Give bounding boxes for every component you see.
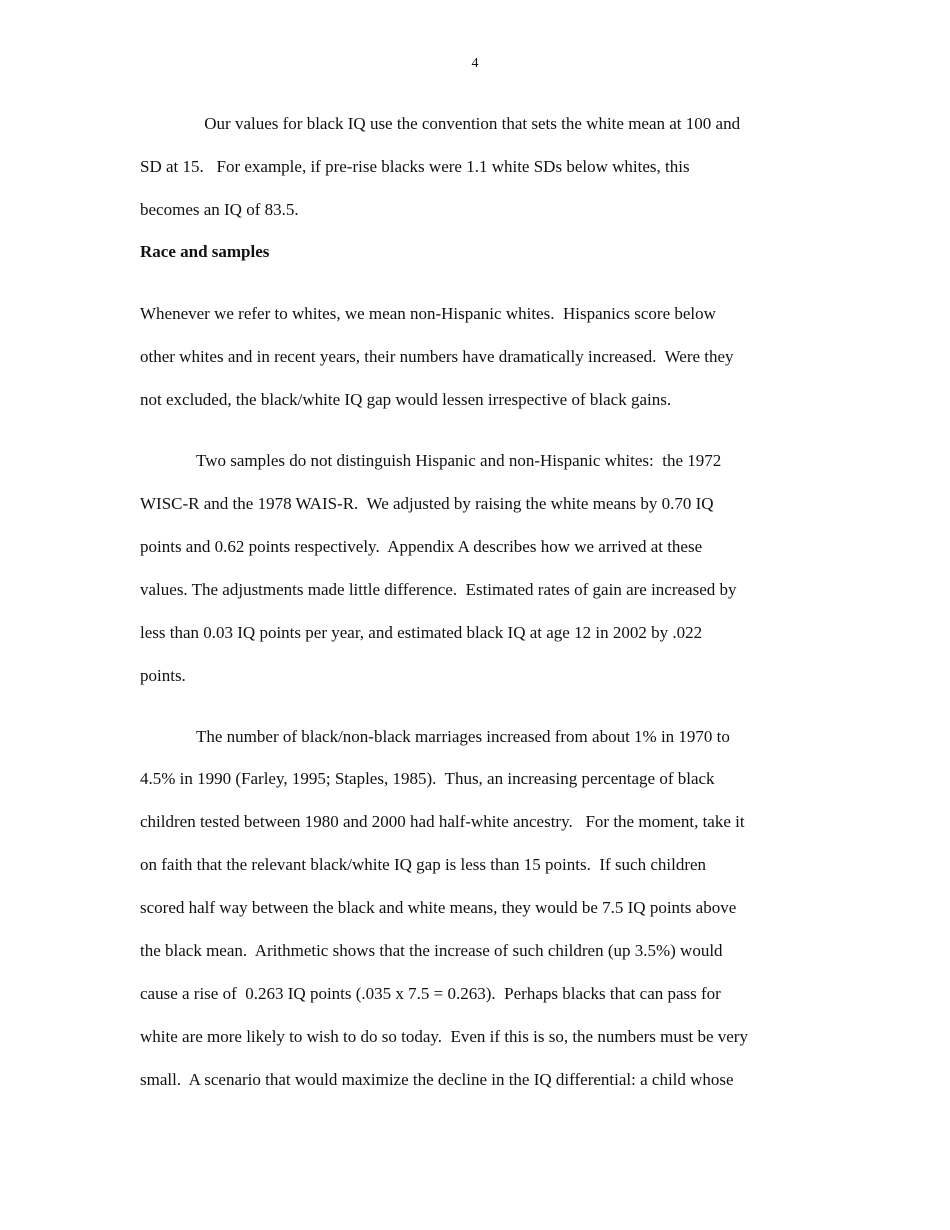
- paragraph-4-line-8: white are more likely to wish to do so today. Even if this is so, the numbers must be very: [140, 1027, 748, 1046]
- paragraph-3-line-2: WISC-R and the 1978 WAIS-R. We adjusted by raising the white means by 0.70 IQ: [140, 494, 714, 513]
- paragraph-4-line-5: scored half way between the black and white means, they would be 7.5 IQ points above: [140, 898, 737, 917]
- paragraph-4-line-3: children tested between 1980 and 2000 had half-white ancestry. For the moment, take it: [140, 812, 745, 831]
- paragraph-3-line-3: points and 0.62 points respectively. Appendix A describes how we arrived at these: [140, 537, 703, 556]
- paragraph-3-line-5: less than 0.03 IQ points per year, and estimated black IQ at age 12 in 2002 by .022: [140, 623, 703, 642]
- paragraph-4-line-1: The number of black/non-black marriages increased from about 1% in 1970 to: [196, 727, 730, 746]
- paragraph-1-line-3: becomes an IQ of 83.5.: [140, 200, 299, 219]
- page-number: 4: [471, 56, 479, 71]
- paragraph-1-line-1: Our values for black IQ use the convention that sets the white mean at 100 and: [200, 114, 741, 133]
- paragraph-4-line-6: the black mean. Arithmetic shows that the increase of such children (up 3.5%) would: [140, 941, 723, 960]
- paragraph-3-line-6: points.: [140, 666, 186, 685]
- paragraph-3-line-4: values. The adjustments made little difference. Estimated rates of gain are increased by: [140, 580, 737, 599]
- paragraph-2-line-2: other whites and in recent years, their numbers have dramatically increased. Were they: [140, 347, 734, 366]
- paragraph-4-line-2: 4.5% in 1990 (Farley, 1995; Staples, 1985). Thus, an increasing percentage of black: [140, 769, 715, 788]
- paragraph-2-line-1: Whenever we refer to whites, we mean non-Hispanic whites. Hispanics score below: [140, 304, 716, 323]
- paragraph-2-line-3: not excluded, the black/white IQ gap would lessen irrespective of black gains.: [140, 390, 672, 409]
- paragraph-3-line-1: Two samples do not distinguish Hispanic and non-Hispanic whites: the 1972: [196, 451, 722, 470]
- section-heading-race-and-samples: Race and samples: [140, 242, 270, 261]
- paragraph-4-line-4: on faith that the relevant black/white IQ gap is less than 15 points. If such children: [140, 855, 707, 874]
- paragraph-1-line-2: SD at 15. For example, if pre-rise blacks were 1.1 white SDs below whites, this: [140, 157, 690, 176]
- paragraph-4-line-7: cause a rise of 0.263 IQ points (.035 x 7.5 = 0.263). Perhaps blacks that can pass for: [140, 984, 721, 1003]
- paragraph-4-line-9: small. A scenario that would maximize the decline in the IQ differential: a child whose: [140, 1070, 734, 1089]
